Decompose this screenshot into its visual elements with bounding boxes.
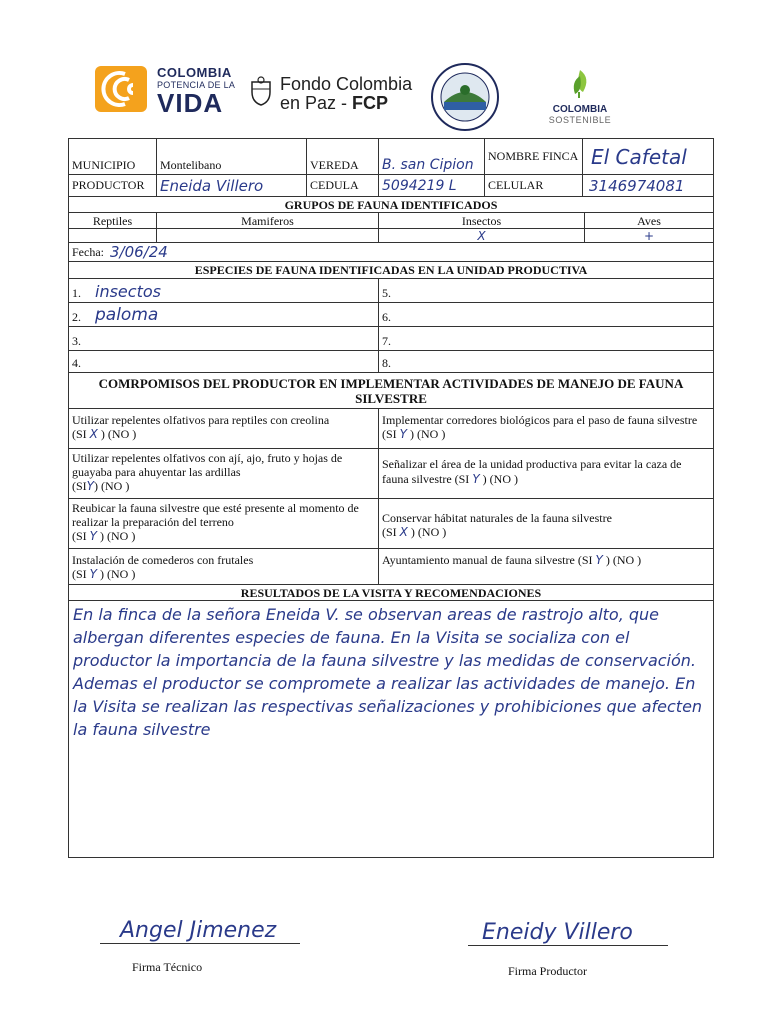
grupos-mark-insectos: X	[379, 229, 585, 242]
compromiso-si-3: (SI	[72, 479, 87, 493]
grupos-title-row	[69, 197, 713, 213]
especie-num-2: 2.	[72, 310, 81, 324]
compromisos-row-3	[69, 499, 713, 549]
compromiso-no-2: ) (NO )	[410, 427, 446, 441]
resultados-text: En la finca de la señora Eneida V. se observan areas de rastrojo alto, que albergan diferentes especies de fauna. En la Visita se socializa con el productor la importancia de la fauna silvestre y las medidas de conservación. Ademas el productor se compromete a realizar las actividades de manejo. En la Visita se realizan las respectivas señalizaciones y prohibiciones que afecten la fauna silvestre	[73, 605, 703, 739]
compromiso-mark-5: Y	[89, 529, 98, 543]
productor-label: PRODUCTOR	[69, 175, 157, 196]
leaf-icon	[563, 66, 597, 100]
resultados-title: RESULTADOS DE LA VISITA Y RECOMENDACIONES	[240, 586, 542, 600]
colombia-sostenible-logo	[540, 66, 620, 132]
resultados-body	[69, 601, 713, 857]
especie-value-1: insectos	[95, 282, 161, 301]
grupos-columns-row	[69, 213, 713, 229]
compromiso-si-6: (SI	[382, 525, 397, 539]
cedula-value: 5094219 L	[379, 175, 485, 196]
especie-num-5: 5.	[382, 286, 391, 300]
compromiso-mark-2: Y	[399, 427, 408, 441]
especies-title-row	[69, 262, 713, 279]
grupos-marks-row	[69, 229, 713, 243]
compromiso-text-3: Utilizar repelentes olfativos con ají, ajo, fruto y hojas de guayaba para ahuyentar las ardillas	[72, 451, 343, 479]
grupos-col-mamiferos: Mamiferos	[157, 213, 379, 228]
firma-productor	[468, 920, 668, 979]
cpv-line2: POTENCIA DE LA	[157, 80, 236, 90]
fondo-colombia-en-paz-logo	[248, 74, 418, 118]
productor-value: Eneida Villero	[157, 175, 307, 196]
compromiso-no-5: ) (NO )	[100, 529, 136, 543]
compromiso-no-3: ) (NO )	[94, 479, 130, 493]
coat-of-arms-icon	[248, 76, 274, 106]
cedula-label: CEDULA	[307, 175, 379, 196]
compromiso-si-5: (SI	[72, 529, 87, 543]
celular-label: CELULAR	[485, 175, 583, 196]
especies-title: ESPECIES DE FAUNA IDENTIFICADAS EN LA UNIDAD PRODUCTIVA	[194, 263, 588, 277]
especie-num-3: 3.	[72, 334, 81, 348]
compromisos-title: COMRPOMISOS DEL PRODUCTOR EN IMPLEMENTAR ACTIVIDADES DE MANEJO DE FAUNA SILVESTRE	[98, 376, 684, 406]
especies-row-1	[69, 279, 713, 303]
especie-num-8: 8.	[382, 356, 391, 370]
firma-productor-signature: Eneidy Villero	[482, 920, 633, 945]
association-seal-icon	[430, 62, 500, 132]
compromiso-text-4: Señalizar el área de la unidad productiva para evitar la caza de fauna silvestre	[382, 457, 682, 486]
compromiso-text-8: Ayuntamiento manual de fauna silvestre	[382, 553, 575, 567]
especie-num-7: 7.	[382, 334, 391, 348]
especies-row-3	[69, 327, 713, 351]
fauna-form	[68, 138, 714, 858]
compromiso-si-7: (SI	[72, 567, 87, 581]
fecha-value: 3/06/24	[110, 243, 168, 261]
compromiso-text-1: Utilizar repelentes olfativos para reptiles con creolina	[72, 413, 330, 427]
compromisos-row-2	[69, 449, 713, 499]
compromiso-si-2: (SI	[382, 427, 397, 441]
especies-row-4	[69, 351, 713, 373]
especie-num-1: 1.	[72, 286, 81, 300]
grupos-mark-reptiles	[69, 229, 157, 242]
colombia-potencia-de-la-vida-logo	[95, 65, 245, 118]
compromiso-si-1: (SI	[72, 427, 87, 441]
resultados-title-row	[69, 585, 713, 601]
header-row-1	[69, 139, 713, 175]
municipio-value: Montelibano	[157, 139, 307, 174]
vereda-value: B. san Cipion	[379, 139, 485, 174]
header-row-2	[69, 175, 713, 197]
cs-line2: SOSTENIBLE	[548, 115, 612, 125]
compromiso-no-4: ) (NO )	[482, 472, 518, 486]
especie-num-4: 4.	[72, 356, 81, 370]
compromiso-mark-6: X	[399, 525, 408, 539]
logo-bar	[0, 0, 768, 140]
grupos-col-reptiles: Reptiles	[69, 213, 157, 228]
cs-line1: COLOMBIA	[552, 104, 608, 115]
compromiso-mark-3: Y	[86, 479, 95, 493]
grupos-mark-aves: +	[643, 229, 655, 242]
fcp-line1: Fondo Colombia	[280, 74, 413, 94]
cpv-line1: COLOMBIA	[157, 65, 232, 80]
firma-tecnico-signature: Angel Jimenez	[120, 918, 277, 943]
fcp-line2a: en Paz -	[280, 93, 353, 113]
compromiso-si-4: (SI	[454, 472, 470, 486]
grupos-col-insectos: Insectos	[379, 213, 585, 228]
fecha-label: Fecha:	[72, 244, 104, 259]
compromiso-no-7: ) (NO )	[100, 567, 136, 581]
fcp-line2b: FCP	[352, 93, 389, 113]
compromisos-title-row	[69, 373, 713, 409]
celular-value: 3146974081	[589, 176, 685, 195]
especies-row-2	[69, 303, 713, 327]
compromiso-mark-4: Y	[472, 472, 480, 486]
especie-value-2: paloma	[95, 305, 159, 325]
cpv-line3: VIDA	[157, 88, 224, 118]
municipio-label: MUNICIPIO	[69, 139, 157, 174]
grupos-mark-mamiferos	[157, 229, 379, 242]
especie-num-6: 6.	[382, 310, 391, 324]
compromiso-mark-7: Y	[89, 567, 98, 581]
firma-tecnico-label: Firma Técnico	[132, 960, 203, 974]
firma-tecnico-line	[100, 943, 300, 944]
firma-productor-label: Firma Productor	[508, 964, 587, 978]
cpv-mark-icon	[95, 66, 147, 112]
firma-tecnico	[100, 918, 300, 975]
compromiso-text-6: Conservar hábitat naturales de la fauna silvestre	[382, 511, 612, 525]
compromiso-text-5: Reubicar la fauna silvestre que esté presente al momento de realizar la preparación del terreno	[72, 501, 359, 529]
compromisos-row-4	[69, 549, 713, 585]
compromiso-text-7: Instalación de comederos con frutales	[72, 553, 254, 567]
fecha-row	[69, 243, 713, 262]
compromiso-mark-1: X	[89, 427, 98, 441]
grupos-title: GRUPOS DE FAUNA IDENTIFICADOS	[284, 198, 498, 212]
finca-value: El Cafetal	[591, 144, 687, 169]
compromiso-no-6: ) (NO )	[410, 525, 447, 539]
compromisos-row-1	[69, 409, 713, 449]
compromiso-text-2: Implementar corredores biológicos para el paso de fauna silvestre	[382, 413, 698, 427]
vereda-label: VEREDA	[307, 139, 379, 174]
grupos-col-aves: Aves	[637, 214, 661, 228]
firma-productor-line	[468, 945, 668, 946]
compromiso-mark-8: Y	[595, 553, 603, 567]
compromiso-si-8: (SI	[577, 553, 593, 567]
compromiso-no-1: ) (NO )	[100, 427, 137, 441]
finca-label: NOMBRE FINCA	[485, 139, 583, 174]
compromiso-no-8: ) (NO )	[605, 553, 642, 567]
